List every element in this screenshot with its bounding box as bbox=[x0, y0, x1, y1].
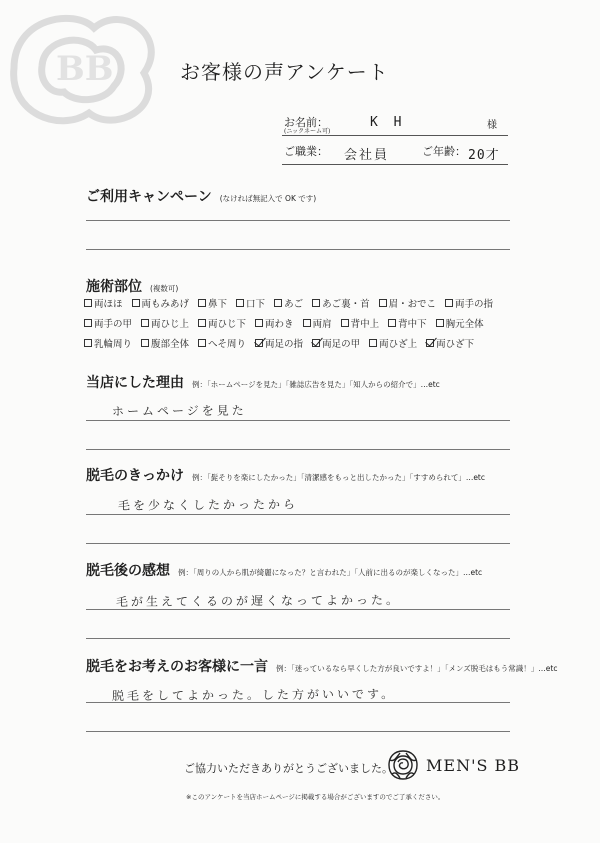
area-label: あご裏・首 bbox=[322, 299, 370, 310]
trigger-line-2[interactable] bbox=[86, 543, 510, 544]
area-label: 両手の指 bbox=[455, 299, 494, 310]
empty-box-icon[interactable] bbox=[445, 299, 453, 307]
area-label: 背中下 bbox=[398, 319, 427, 330]
advice-note: 例：「迷っているなら早くした方が良いですよ！」「メンズ脱毛はもう常識！」…etc bbox=[276, 664, 558, 673]
area-checkbox[interactable] bbox=[426, 336, 474, 350]
area-checkbox[interactable] bbox=[436, 316, 484, 330]
empty-box-icon[interactable] bbox=[312, 299, 320, 307]
advice-line-2[interactable] bbox=[86, 731, 510, 732]
area-label: 両もみあげ bbox=[141, 299, 190, 310]
reason-line-1[interactable] bbox=[86, 420, 510, 421]
empty-box-icon[interactable] bbox=[84, 299, 92, 307]
rose-logo-icon bbox=[386, 748, 420, 782]
empty-box-icon[interactable] bbox=[341, 319, 349, 327]
trigger-section-title: 脱毛のきっかけ 例：「髭そりを楽にしたかった」「清潔感をもっと出したかった」「すすめられて」…etc bbox=[86, 468, 486, 484]
area-label: 両ほほ bbox=[94, 299, 123, 310]
empty-box-icon[interactable] bbox=[198, 339, 206, 347]
impression-section-title: 脱毛後の感想 例：「周りの人から肌が綺麗になった？と言われた」「人前に出るのが楽しくなった」…etc bbox=[86, 563, 483, 579]
areas-section-title: 施術部位 (複数可) bbox=[86, 279, 179, 295]
area-label: 乳輪周り bbox=[94, 339, 133, 350]
area-checkbox[interactable] bbox=[341, 316, 380, 330]
area-checkbox[interactable] bbox=[388, 316, 427, 330]
checked-box-icon[interactable] bbox=[255, 339, 263, 347]
empty-box-icon[interactable] bbox=[255, 319, 263, 327]
empty-box-icon[interactable] bbox=[198, 319, 206, 327]
area-checkbox[interactable] bbox=[379, 296, 436, 310]
area-label: 両足の甲 bbox=[322, 339, 361, 350]
area-checkbox[interactable] bbox=[198, 336, 246, 350]
impression-line-2[interactable] bbox=[86, 638, 510, 639]
impression-line-1[interactable] bbox=[86, 609, 510, 610]
area-label: 背中上 bbox=[350, 319, 380, 330]
areas-row bbox=[84, 296, 502, 310]
area-label: 口下 bbox=[246, 299, 266, 310]
campaign-note: (なければ無記入で OK です) bbox=[219, 194, 317, 203]
area-label: 鼻下 bbox=[208, 299, 228, 310]
trigger-line-1[interactable] bbox=[86, 514, 510, 515]
empty-box-icon[interactable] bbox=[379, 299, 387, 307]
age-field[interactable]: 20才 bbox=[468, 148, 500, 163]
advice-answer[interactable]: 脱毛をしてよかった。した方がいいです。 bbox=[111, 687, 397, 703]
area-checkbox[interactable] bbox=[303, 316, 332, 330]
area-label: 両肩 bbox=[312, 319, 332, 330]
areas-row bbox=[84, 316, 493, 330]
brand-name: MEN'S BB bbox=[426, 755, 521, 775]
area-checkbox[interactable] bbox=[236, 296, 265, 310]
honorific-label: 様 bbox=[487, 120, 497, 131]
area-checkbox[interactable] bbox=[141, 336, 189, 350]
checked-box-icon[interactable] bbox=[426, 339, 434, 347]
area-label: へそ周り bbox=[208, 339, 247, 350]
area-checkbox[interactable] bbox=[84, 296, 123, 310]
brand-logo bbox=[386, 748, 520, 782]
reason-note: 例：「ホームページを見た」「雑誌広告を見た」「知人からの紹介で」…etc bbox=[192, 380, 440, 389]
name-sub-label: (ニックネーム可) bbox=[284, 128, 331, 135]
area-checkbox[interactable] bbox=[274, 296, 303, 310]
area-checkbox[interactable] bbox=[312, 296, 370, 310]
empty-box-icon[interactable] bbox=[141, 319, 149, 327]
area-checkbox[interactable] bbox=[255, 316, 294, 330]
name-label: お名前： bbox=[284, 116, 328, 129]
empty-box-icon[interactable] bbox=[84, 339, 92, 347]
empty-box-icon[interactable] bbox=[84, 319, 92, 327]
area-checkbox[interactable] bbox=[312, 336, 360, 350]
empty-box-icon[interactable] bbox=[141, 339, 149, 347]
area-label: 両足の指 bbox=[265, 339, 304, 350]
empty-box-icon[interactable] bbox=[132, 299, 140, 307]
impression-answer[interactable]: 毛が生えてくるのが遅くなってよかった。 bbox=[115, 593, 402, 609]
advice-section-title: 脱毛をお考えのお客様に一言 例：「迷っているなら早くした方が良いですよ！」「メンズ脱毛はもう常識！」…etc bbox=[86, 659, 558, 675]
advice-line-1[interactable] bbox=[86, 702, 510, 703]
reason-line-2[interactable] bbox=[86, 449, 510, 450]
campaign-line-1[interactable] bbox=[86, 220, 510, 221]
area-label: 両ひざ下 bbox=[436, 339, 475, 350]
rose-watermark-icon bbox=[4, 8, 164, 128]
area-label: 両ひじ上 bbox=[151, 319, 190, 330]
area-label: 胸元全体 bbox=[445, 319, 484, 330]
empty-box-icon[interactable] bbox=[198, 299, 206, 307]
thanks-text: ご協力いただきありがとうございました。 bbox=[184, 762, 393, 775]
reason-answer[interactable]: ホームページを見た bbox=[111, 403, 247, 419]
trigger-answer[interactable]: 毛を少なくしたかったから bbox=[117, 497, 299, 513]
area-checkbox[interactable] bbox=[84, 316, 132, 330]
area-label: 眉・おでこ bbox=[388, 299, 436, 310]
impression-note: 例：「周りの人から肌が綺麗になった？と言われた」「人前に出るのが楽しくなった」…etc bbox=[178, 568, 483, 577]
empty-box-icon[interactable] bbox=[274, 299, 282, 307]
empty-box-icon[interactable] bbox=[369, 339, 377, 347]
job-age-row bbox=[282, 141, 508, 165]
empty-box-icon[interactable] bbox=[236, 299, 244, 307]
areas-note: (複数可) bbox=[150, 284, 179, 293]
area-label: 腹部全体 bbox=[151, 339, 190, 350]
area-checkbox[interactable] bbox=[198, 296, 227, 310]
job-field[interactable]: 会社員 bbox=[344, 148, 390, 163]
campaign-line-2[interactable] bbox=[86, 249, 510, 250]
footer-note: ※このアンケートを当店ホームページに掲載する場合がございますのでご了承ください。 bbox=[186, 793, 445, 801]
reason-section-title: 当店にした理由 例：「ホームページを見た」「雑誌広告を見た」「知人からの紹介で」…etc bbox=[86, 375, 440, 391]
area-label: 両手の甲 bbox=[94, 319, 133, 330]
area-label: 両ひじ下 bbox=[208, 319, 247, 330]
campaign-section-title: ご利用キャンペーン (なければ無記入で OK です) bbox=[86, 189, 317, 205]
name-field[interactable]: K H bbox=[370, 115, 406, 130]
area-checkbox[interactable] bbox=[369, 336, 417, 350]
area-checkbox[interactable] bbox=[198, 316, 246, 330]
areas-row bbox=[84, 336, 483, 350]
area-label: 両わき bbox=[265, 319, 294, 330]
area-checkbox[interactable] bbox=[141, 316, 189, 330]
area-checkbox[interactable] bbox=[255, 336, 303, 350]
age-label: ご年齢： bbox=[422, 145, 466, 158]
svg-text:BB: BB bbox=[56, 49, 114, 89]
name-row bbox=[282, 112, 508, 136]
area-label: 両ひざ上 bbox=[379, 339, 418, 350]
job-label: ご職業： bbox=[284, 145, 328, 158]
area-label: あご bbox=[284, 299, 304, 310]
area-checkbox[interactable] bbox=[84, 336, 132, 350]
empty-box-icon[interactable] bbox=[436, 319, 444, 327]
area-checkbox[interactable] bbox=[445, 296, 493, 310]
empty-box-icon[interactable] bbox=[303, 319, 311, 327]
area-checkbox[interactable] bbox=[132, 296, 190, 310]
checked-box-icon[interactable] bbox=[312, 339, 320, 347]
empty-box-icon[interactable] bbox=[388, 319, 396, 327]
trigger-note: 例：「髭そりを楽にしたかった」「清潔感をもっと出したかった」「すすめられて」…etc bbox=[192, 473, 486, 482]
page-title: お客様の声アンケート bbox=[180, 60, 389, 84]
